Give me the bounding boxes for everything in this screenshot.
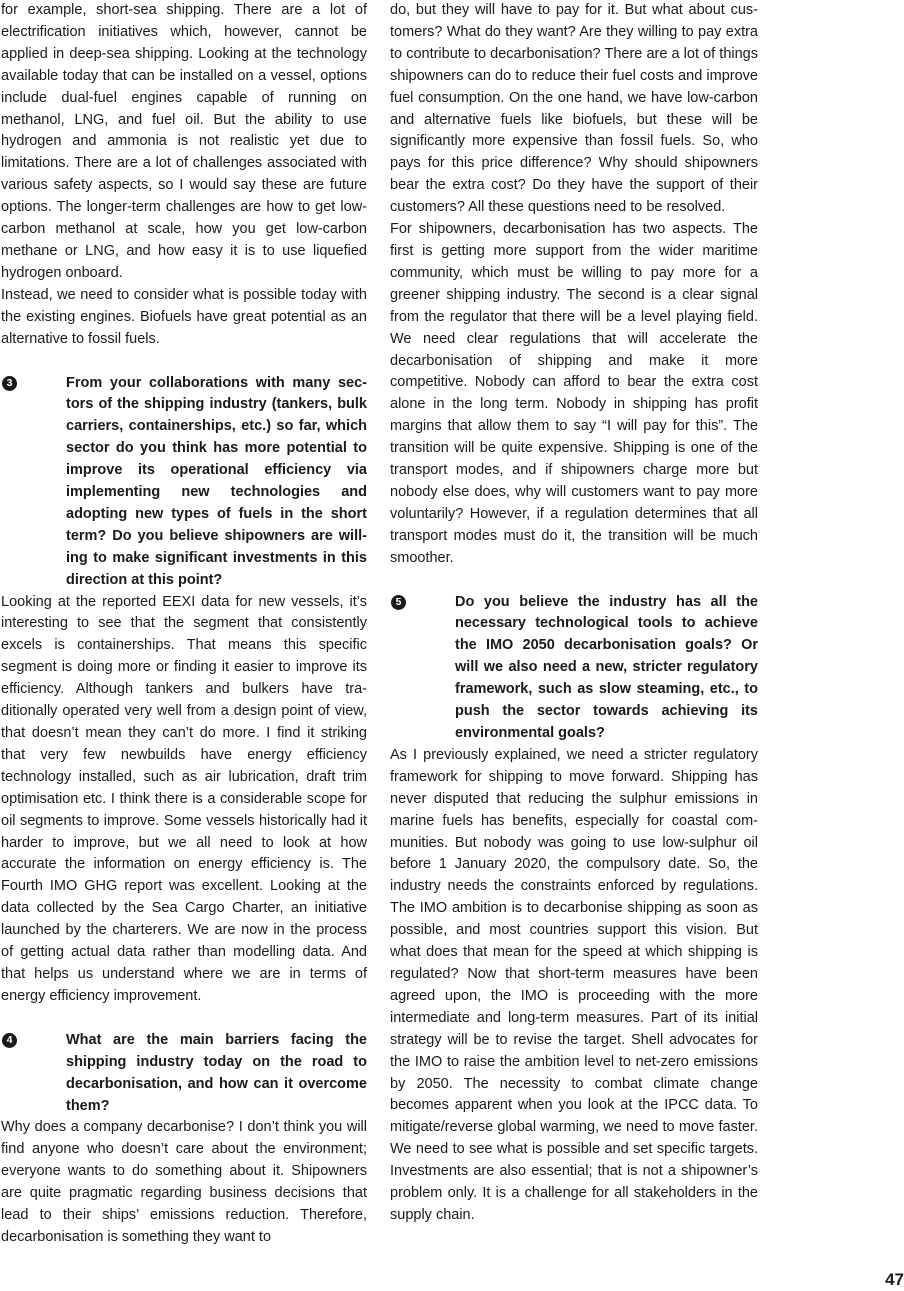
paragraph-fuel-options: for example, short-sea shipping. There are a lot of electrification initiatives which, however, cannot be applied in deep-sea shipping. Looking at the technology available today that can be installed on a vessel, options include dual-fuel engines capable of running on methanol, LNG, and fuel oil. But the ability to use hydrogen and ammonia is not realistic yet due to limitations. There are a lot of challenges associated with various safety aspects, so I would say these are future options. The longer-term challenges are how to get low-carbon methanol at scale, how you get low-carbon methane or LNG, and how easy it is to use liquefied hydrogen onboard. [1, 2, 367, 281]
question-number-badge: 4 [2, 1033, 17, 1048]
page-number: 47 [885, 1270, 904, 1289]
spacer [1, 1008, 367, 1030]
question-3-text: From your collaborations with many sectors of the shipping industry (tankers, bulk carriers, containerships, etc.) so far, which sector do you think has more potential to improve its operational efficiency via implementing new technologies and adopting new types of fuels in the short term? Do you believe shipowners are willing to make significant investments in this direction at this point? [66, 374, 367, 588]
question-5-text: Do you believe the industry has all the necessary technological tools to achieve the IMO 2050 decarbonisation goals? Or will we also need a new, stricter regulatory framework, such as slow steaming, etc., to push the sector towards achieving its environmental goals? [455, 593, 758, 741]
question-4-text: What are the main barriers facing the shipping industry today on the road to decarbonisation, and how can it overcome them? [66, 1031, 367, 1114]
right-column [390, 0, 758, 1227]
question-5-block [390, 592, 758, 745]
paragraph-customers-cost: do, but they will have to pay for it. But what about customers? What do they want? Are they willing to pay extra to contribute to decarbonisation? There are a lot of things shipowners can do to reduce their fuel costs and improve fuel consumption. On the one hand, we have low-carbon and alternative fuels like biofuels, but these will be significantly more expensive than fossil fuels. So, who pays for this price difference? Why should shipowners bear the extra cost? Do they have the support of their customers? All these questions need to be resolved. [390, 2, 758, 216]
question-number-badge: 3 [2, 376, 17, 391]
question-4-block [1, 1030, 367, 1118]
left-column [1, 0, 367, 1249]
question-3-block [1, 373, 367, 592]
paragraph-biofuels: Instead, we need to consider what is possible today with the existing engines. Biofuels have great potential as an alternative to fossil fuels. [1, 286, 367, 347]
answer-4-paragraph: Why does a company decarbonise? I don’t think you will find anyone who doesn’t care about the environment; everyone wants to do something about it. Shipowners are quite pragmatic regarding business decisions that lead to their ships’ emissions reduction. Therefore, decarbonisation is something they want to [1, 1119, 367, 1245]
spacer [390, 570, 758, 592]
spacer [1, 351, 367, 373]
paragraph-two-aspects: For shipowners, decarbonisation has two aspects. The first is getting more support from the wider maritime community, which must be willing to pay more for a greener shipping industry. The second is a clear signal from the regulator that there will be a level playing field. We need clear regulations that will accelerate the decarbonisation of shipping and make it more competitive. Nobody can afford to bear the extra cost alone in the long term. Nobody in shipping has profit margins that allow them to say “I will pay for this”. The transition will be quite expensive. Shipping is one of the transport modes, and if shipowners charge more but nobody else does, why will customers want to pay more voluntarily? However, if a regulation determines that all transport modes must do it, the transition will be much smoother. [390, 221, 758, 566]
question-number-badge: 5 [391, 595, 406, 610]
answer-5-paragraph: As I previously explained, we need a stricter regulatory framework for shipping to move forward. Shipping has never disputed that reducing the sulphur emissions in marine fuels has benefits, especially for coastal communities. But nobody was going to use low-sulphur oil before 1 January 2020, the compulsory date. So, the industry needs the constraints enforced by regulations. The IMO ambition is to decarbonise shipping as soon as possible, and most countries support this vision. But what does that mean for the speed at which shipping is regulated? Now that short-term measures have been agreed upon, the IMO is proceeding with the more intermediate and long-term measures. Part of its initial strategy will be to revise the target. Shell advocates for the IMO to raise the ambition level to net-zero emissions by 2050. The necessity to combat climate change becomes apparent when you look at the IPCC data. To mitigate/reverse global warming, we need to move faster. We need to see what is possible and set specific targets. Investments are also essential; that is not a shipowner’s problem only. It is a challenge for all stakeholders in the supply chain. [390, 746, 758, 1223]
answer-3-paragraph: Looking at the reported EEXI data for new vessels, it’s interesting to see that the segment that consistently excels is containerships. That means this specific segment is doing more or finding it easier to improve its efficiency. Although tankers and bulkers have traditionally operated very well from a design point of view, that doesn’t mean they can’t do more. I find it striking that very few newbuilds have energy efficiency technology installed, such as air lubrication, draft trim optimisation etc. I think there is a considerable scope for oil segments to improve. Some vessels historically had it harder to improve, but we all need to look at how accurate the information on energy efficiency is. The Fourth IMO GHG report was excellent. Looking at the data collected by the Sea Cargo Charter, an initiative launched by the charterers. We are now in the process of getting actual data rather than modelling data. And that helps us understand where we are in terms of energy efficiency improvement. [1, 593, 367, 1004]
